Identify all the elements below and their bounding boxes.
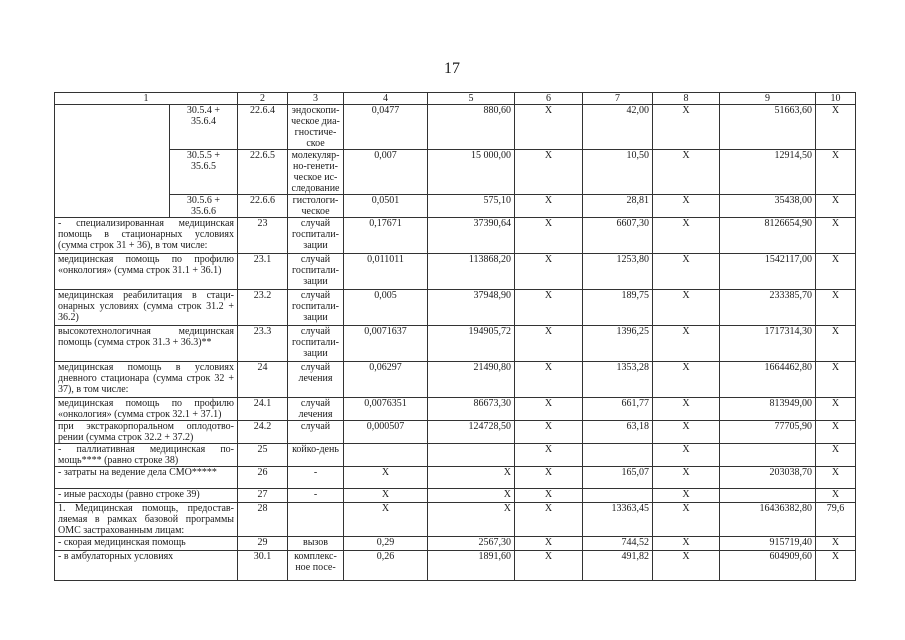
header-cell-6: 6 [515, 93, 583, 105]
cell-c6: Х [515, 195, 583, 218]
header-cell-7: 7 [583, 93, 653, 105]
header-cell-8: 8 [653, 93, 720, 105]
cell-c3: случай госпитали- зации [288, 218, 344, 254]
cell-c8: Х [653, 254, 720, 290]
table-row [55, 551, 856, 581]
cell-c9 [720, 444, 816, 467]
cell-c9: 8126654,90 [720, 218, 816, 254]
page-number: 17 [444, 60, 460, 77]
cell-c3: случай лечения [288, 398, 344, 421]
cell-c6: Х [515, 503, 583, 537]
cell-c6: Х [515, 489, 583, 503]
row-name-cell: медицинская реабилитация в стаци-онарных условиях (сумма строк 31.2 + 36.2) [55, 290, 238, 326]
cell-c2: 28 [238, 503, 288, 537]
cell-c2: 25 [238, 444, 288, 467]
cell-c10: Х [816, 489, 856, 503]
cell-c4: 0,0477 [344, 105, 428, 150]
row-name-cell: - затраты на ведение дела СМО***** [55, 467, 238, 489]
cell-c6: Х [515, 421, 583, 444]
cell-c2: 22.6.4 [238, 105, 288, 150]
cell-c3: случай лечения [288, 362, 344, 398]
cell-c9: 16436382,80 [720, 503, 816, 537]
cell-c8: Х [653, 537, 720, 551]
cell-c7: 165,07 [583, 467, 653, 489]
cell-c7: 189,75 [583, 290, 653, 326]
cell-c4: Х [344, 503, 428, 537]
cell-c7: 63,18 [583, 421, 653, 444]
cell-c5: 194905,72 [428, 326, 515, 362]
cell-c10: Х [816, 444, 856, 467]
blank-cell [55, 195, 170, 218]
row-name-cell: при экстракорпоральном оплодотво-рении (сумма строк 32.2 + 37.2) [55, 421, 238, 444]
cell-c5: Х [428, 503, 515, 537]
cell-c10: Х [816, 218, 856, 254]
cell-c6: Х [515, 537, 583, 551]
cell-c10: Х [816, 150, 856, 195]
data-table [54, 92, 856, 581]
cell-c5: Х [428, 489, 515, 503]
cell-c10: Х [816, 421, 856, 444]
cell-c10: Х [816, 326, 856, 362]
table-row [55, 503, 856, 537]
table-row [55, 326, 856, 362]
cell-c4: 0,0076351 [344, 398, 428, 421]
cell-c9: 1717314,30 [720, 326, 816, 362]
cell-c8: Х [653, 551, 720, 581]
cell-c4: Х [344, 467, 428, 489]
cell-c3: вызов [288, 537, 344, 551]
cell-c6: Х [515, 150, 583, 195]
cell-c8: Х [653, 503, 720, 537]
cell-c9: 233385,70 [720, 290, 816, 326]
table-row [55, 150, 856, 195]
cell-c3: койко-день [288, 444, 344, 467]
cell-c9: 77705,90 [720, 421, 816, 444]
cell-c5: 86673,30 [428, 398, 515, 421]
cell-c9: 1664462,80 [720, 362, 816, 398]
cell-c6: Х [515, 444, 583, 467]
cell-c4 [344, 444, 428, 467]
table-row [55, 444, 856, 467]
blank-cell [55, 105, 170, 150]
cell-c2: 23.2 [238, 290, 288, 326]
cell-c9: 51663,60 [720, 105, 816, 150]
cell-c6: Х [515, 326, 583, 362]
cell-c7: 28,81 [583, 195, 653, 218]
cell-c10: Х [816, 398, 856, 421]
cell-c4: 0,011011 [344, 254, 428, 290]
row-name-cell: - иные расходы (равно строке 39) [55, 489, 238, 503]
cell-c9: 915719,40 [720, 537, 816, 551]
header-row [55, 93, 856, 105]
cell-c5: Х [428, 467, 515, 489]
cell-c3: случай госпитали- зации [288, 326, 344, 362]
cell-c3 [288, 503, 344, 537]
cell-c3: гистологи- ческое [288, 195, 344, 218]
cell-c2: 24.1 [238, 398, 288, 421]
table-row [55, 195, 856, 218]
cell-c2: 23.1 [238, 254, 288, 290]
cell-c3: - [288, 467, 344, 489]
cell-c8: Х [653, 467, 720, 489]
cell-c3: случай госпитали- зации [288, 254, 344, 290]
cell-c8: Х [653, 105, 720, 150]
row-name-cell: медицинская помощь по профилю «онкология» (сумма строк 31.1 + 36.1) [55, 254, 238, 290]
cell-c4: 0,000507 [344, 421, 428, 444]
cell-c8: Х [653, 398, 720, 421]
cell-c8: Х [653, 362, 720, 398]
header-cell-9: 9 [720, 93, 816, 105]
cell-c2: 22.6.5 [238, 150, 288, 195]
cell-c10: Х [816, 290, 856, 326]
cell-c6: Х [515, 218, 583, 254]
cell-c6: Х [515, 467, 583, 489]
cell-c2: 22.6.6 [238, 195, 288, 218]
cell-c8: Х [653, 421, 720, 444]
cell-c4: 0,29 [344, 537, 428, 551]
cell-c5: 37948,90 [428, 290, 515, 326]
cell-c8: Х [653, 290, 720, 326]
cell-c6: Х [515, 362, 583, 398]
row-name-cell: медицинская помощь в условиях дневного стационара (сумма строк 32 + 37), в том числе: [55, 362, 238, 398]
row-name-cell: - в амбулаторных условиях [55, 551, 238, 581]
cell-c9: 203038,70 [720, 467, 816, 489]
cell-c9: 35438,00 [720, 195, 816, 218]
cell-c7: 661,77 [583, 398, 653, 421]
cell-c5: 37390,64 [428, 218, 515, 254]
blank-cell [55, 150, 170, 195]
cell-c4: 0,005 [344, 290, 428, 326]
cell-c2: 26 [238, 467, 288, 489]
cell-c5: 1891,60 [428, 551, 515, 581]
row-name-cell: - скорая медицинская помощь [55, 537, 238, 551]
table-row [55, 105, 856, 150]
cell-c4: 0,007 [344, 150, 428, 195]
cell-c3: - [288, 489, 344, 503]
cell-c2: 24 [238, 362, 288, 398]
cell-c5 [428, 444, 515, 467]
cell-c9 [720, 489, 816, 503]
cell-c2: 27 [238, 489, 288, 503]
cell-c10: Х [816, 105, 856, 150]
cell-c8: Х [653, 444, 720, 467]
cell-c3: эндоскопи- ческое диа- гностиче- ское [288, 105, 344, 150]
header-cell-10: 10 [816, 93, 856, 105]
row-ref-cell: 30.5.4 + 35.6.4 [170, 105, 238, 150]
header-cell-3: 3 [288, 93, 344, 105]
table-row [55, 489, 856, 503]
row-ref-cell: 30.5.6 + 35.6.6 [170, 195, 238, 218]
row-name-cell: 1. Медицинская помощь, предостав-ляемая в рамках базовой программы ОМС застрахованным лицам: [55, 503, 238, 537]
cell-c7: 1353,28 [583, 362, 653, 398]
cell-c8: Х [653, 218, 720, 254]
cell-c7: 491,82 [583, 551, 653, 581]
table-row [55, 537, 856, 551]
cell-c7: 10,50 [583, 150, 653, 195]
cell-c2: 30.1 [238, 551, 288, 581]
cell-c10: Х [816, 551, 856, 581]
cell-c5: 124728,50 [428, 421, 515, 444]
header-cell-5: 5 [428, 93, 515, 105]
row-name-cell: - специализированная медицинская помощь в стационарных условиях (сумма строк 31 + 36), в том числе: [55, 218, 238, 254]
cell-c5: 15 000,00 [428, 150, 515, 195]
cell-c2: 29 [238, 537, 288, 551]
cell-c5: 575,10 [428, 195, 515, 218]
cell-c5: 880,60 [428, 105, 515, 150]
cell-c4: 0,0071637 [344, 326, 428, 362]
table-row [55, 421, 856, 444]
cell-c5: 21490,80 [428, 362, 515, 398]
cell-c7: 42,00 [583, 105, 653, 150]
cell-c10: Х [816, 254, 856, 290]
cell-c3: комплекс- ное посе- [288, 551, 344, 581]
cell-c10: Х [816, 467, 856, 489]
cell-c10: Х [816, 362, 856, 398]
cell-c10: 79,6 [816, 503, 856, 537]
cell-c7: 1253,80 [583, 254, 653, 290]
cell-c3: молекуляр- но-генети- ческое ис- следование [288, 150, 344, 195]
cell-c6: Х [515, 254, 583, 290]
cell-c2: 24.2 [238, 421, 288, 444]
cell-c7: 6607,30 [583, 218, 653, 254]
table-row [55, 467, 856, 489]
header-cell-1: 1 [55, 93, 238, 105]
cell-c9: 12914,50 [720, 150, 816, 195]
table-row [55, 290, 856, 326]
cell-c7 [583, 489, 653, 503]
cell-c9: 604909,60 [720, 551, 816, 581]
table-row [55, 362, 856, 398]
cell-c5: 113868,20 [428, 254, 515, 290]
table-row [55, 398, 856, 421]
cell-c5: 2567,30 [428, 537, 515, 551]
cell-c7: 1396,25 [583, 326, 653, 362]
cell-c2: 23.3 [238, 326, 288, 362]
table-row [55, 218, 856, 254]
cell-c9: 1542117,00 [720, 254, 816, 290]
row-name-cell: медицинская помощь по профилю «онкология» (сумма строк 32.1 + 37.1) [55, 398, 238, 421]
row-name-cell: высокотехнологичная медицинская помощь (сумма строк 31.3 + 36.3)** [55, 326, 238, 362]
cell-c8: Х [653, 489, 720, 503]
cell-c9: 813949,00 [720, 398, 816, 421]
cell-c8: Х [653, 195, 720, 218]
cell-c2: 23 [238, 218, 288, 254]
cell-c4: 0,06297 [344, 362, 428, 398]
cell-c8: Х [653, 150, 720, 195]
row-name-cell: - паллиативная медицинская по-мощь**** (равно строке 38) [55, 444, 238, 467]
cell-c6: Х [515, 105, 583, 150]
cell-c8: Х [653, 326, 720, 362]
cell-c4: Х [344, 489, 428, 503]
cell-c6: Х [515, 551, 583, 581]
cell-c10: Х [816, 537, 856, 551]
cell-c3: случай госпитали- зации [288, 290, 344, 326]
header-cell-4: 4 [344, 93, 428, 105]
cell-c6: Х [515, 398, 583, 421]
cell-c4: 0,17671 [344, 218, 428, 254]
table-row [55, 254, 856, 290]
cell-c4: 0,0501 [344, 195, 428, 218]
row-ref-cell: 30.5.5 + 35.6.5 [170, 150, 238, 195]
header-cell-2: 2 [238, 93, 288, 105]
cell-c7 [583, 444, 653, 467]
cell-c10: Х [816, 195, 856, 218]
cell-c4: 0,26 [344, 551, 428, 581]
cell-c7: 744,52 [583, 537, 653, 551]
cell-c6: Х [515, 290, 583, 326]
cell-c7: 13363,45 [583, 503, 653, 537]
cell-c3: случай [288, 421, 344, 444]
